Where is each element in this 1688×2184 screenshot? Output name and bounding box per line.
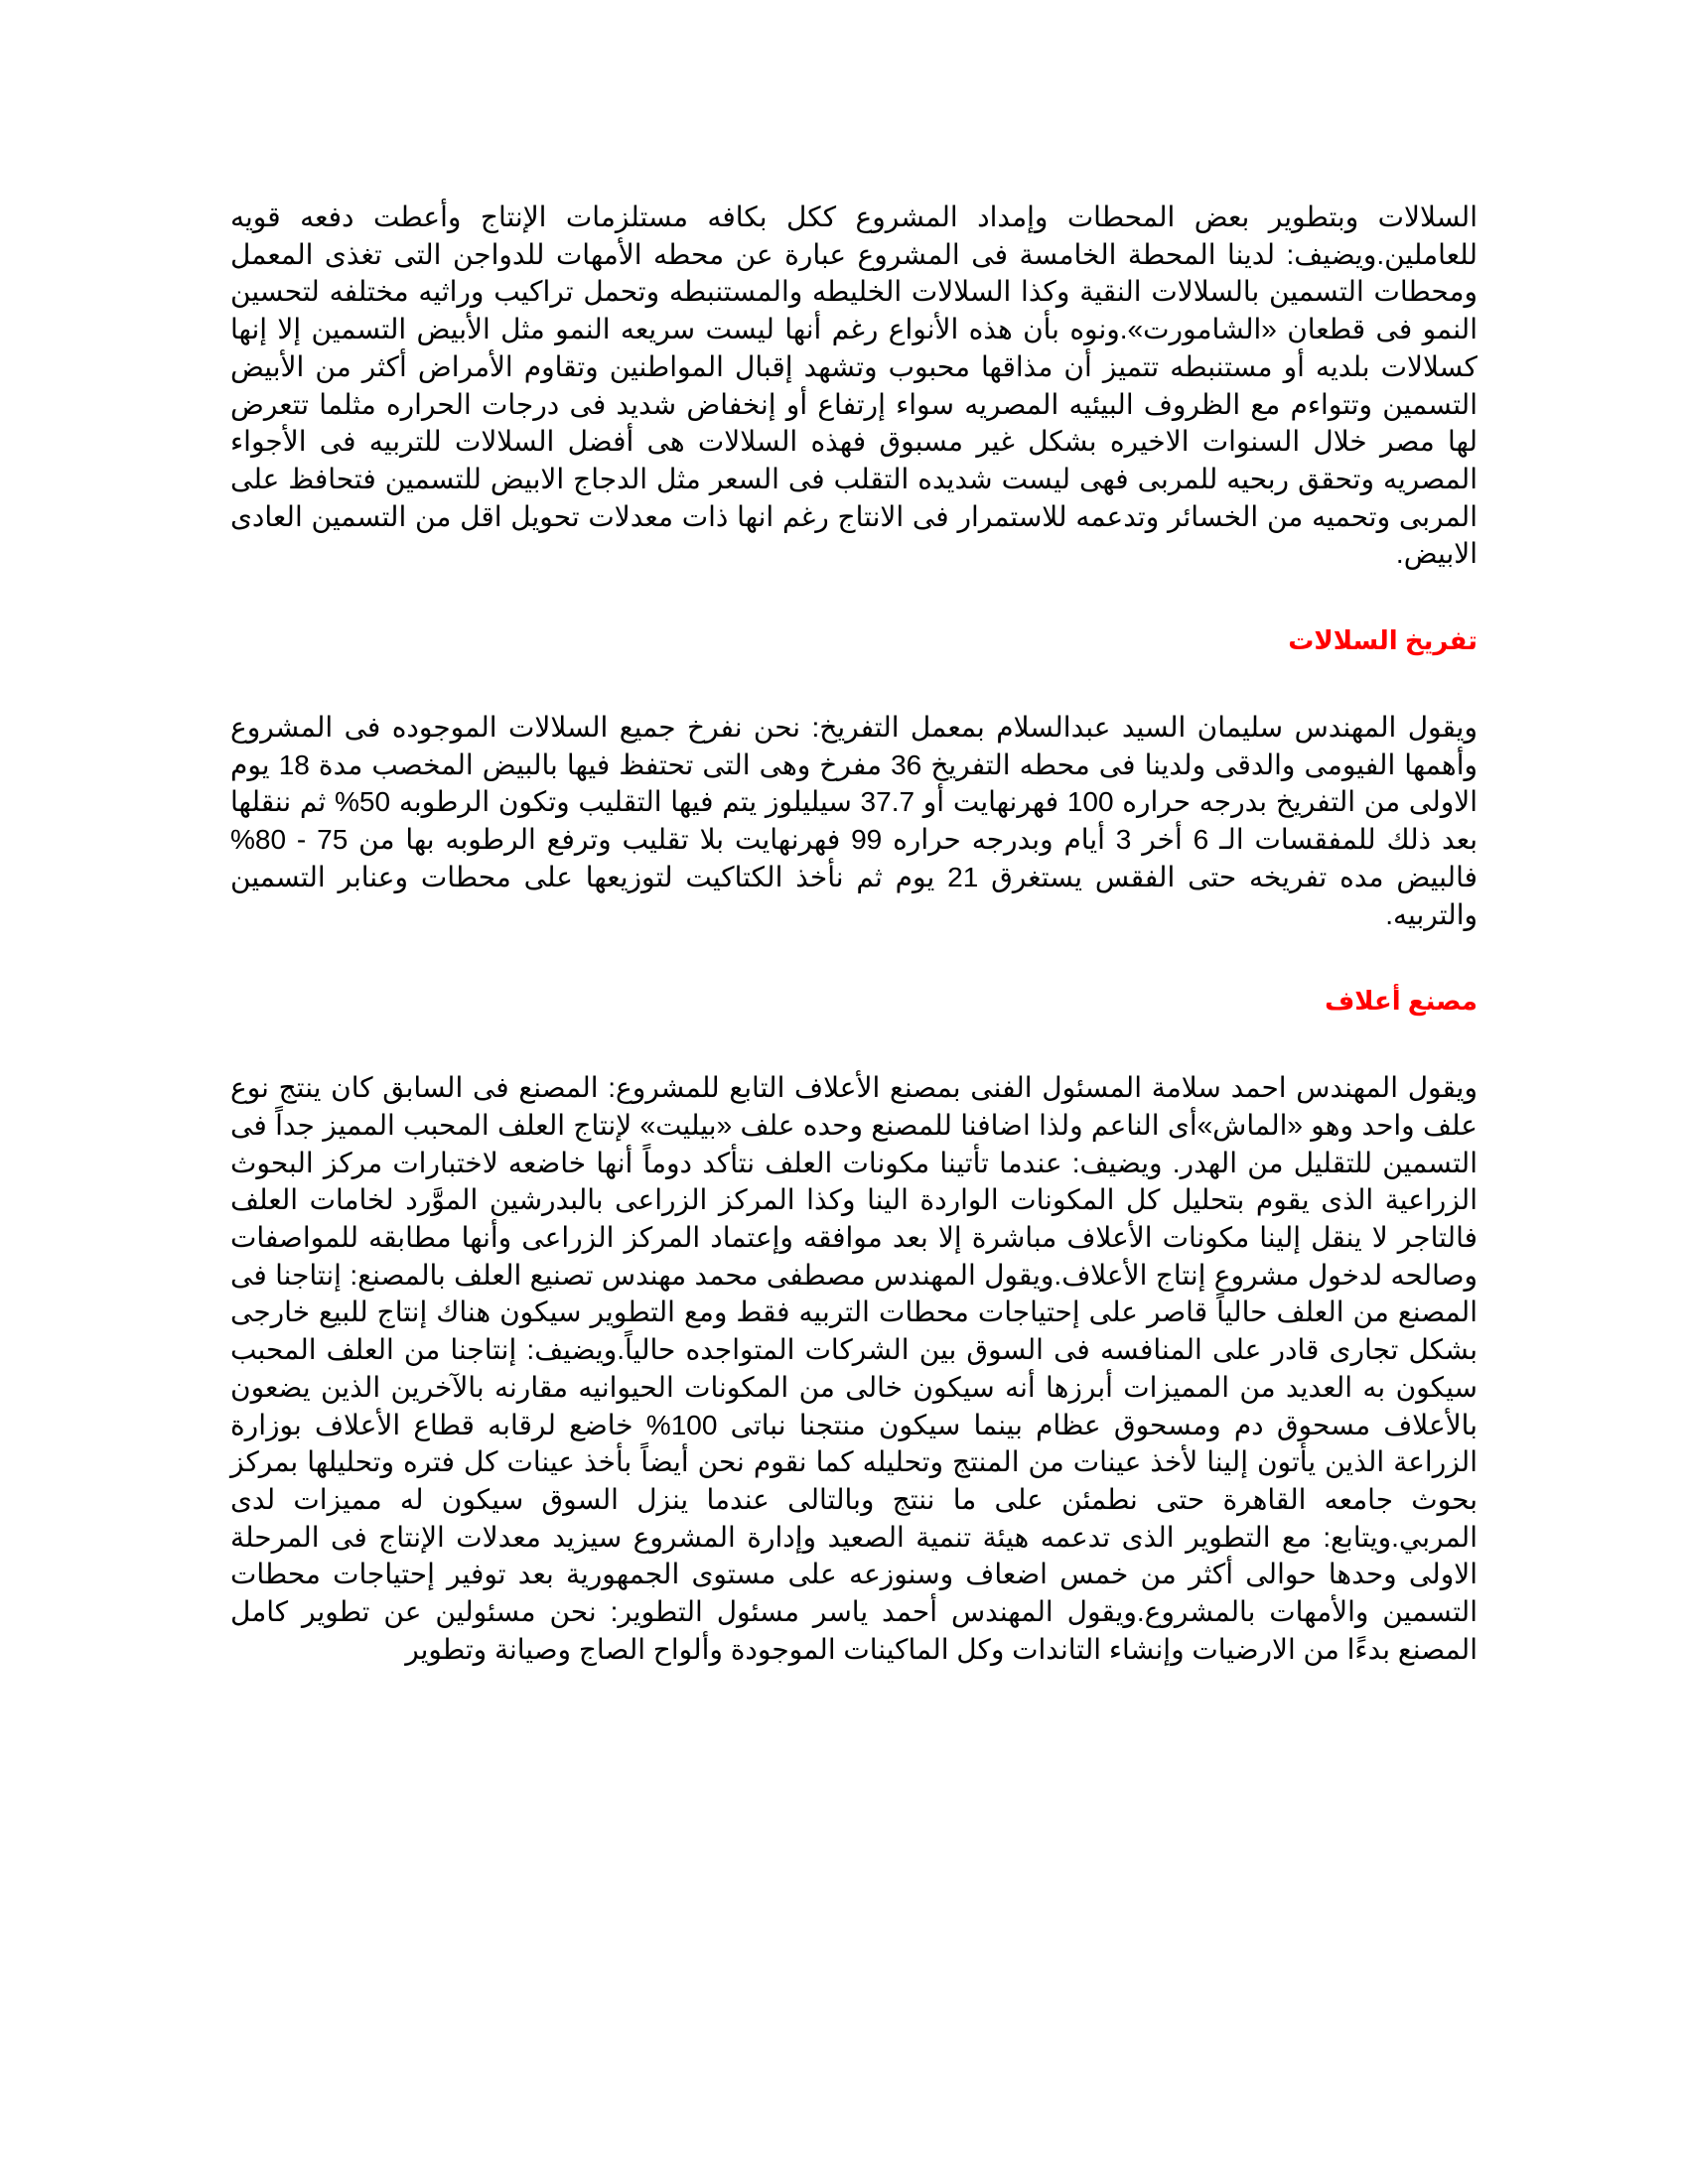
section-heading-feed-factory: مصنع أعلاف bbox=[1325, 986, 1477, 1017]
paragraph-lineage-development: السلالات وبتطوير بعض المحطات وإمداد المشروع ككل بكافه مستلزمات الإنتاج وأعطت دفعه قويه للعاملين.ويضيف: لدينا المحطة الخامسة فى المشروع عبارة عن محطه الأمهات للدواجن التى تغذى المعمل ومحطات التسمين بالسلالات النقية وكذا السلالات الخليطه والمستنبطه وتحمل تراكيب وراثيه مختلفه لتحسين النمو فى قطعان «الشامورت».ونوه بأن هذه الأنواع رغم أنها ليست سريعه النمو مثل الأبيض التسمين إلا إنها كسلالات بلديه أو مستنبطه تتميز أن مذاقها محبوب وتشهد إقبال المواطنين وتقاوم الأمراض أكثر من الأبيض التسمين وتتواءم مع الظروف البيئيه المصريه سواء إرتفاع أو إنخفاض شديد فى درجات الحراره مثلما تتعرض لها مصر خلال السنوات الاخيره بشكل غير مسبوق فهذه السلالات هى أفضل السلالات للتربيه فى الأجواء المصريه وتحقق ربحيه للمربى فهى ليست شديده التقلب فى السعر مثل الدجاج الابيض للتسمين فتحافظ على المربى وتحميه من الخسائر وتدعمه للاستمرار فى الانتاج رغم انها ذات معدلات تحويل اقل من التسمين العادى الابيض. bbox=[230, 202, 1477, 570]
paragraph-hatching: ويقول المهندس سليمان السيد عبدالسلام بمعمل التفريخ: نحن نفرخ جميع السلالات الموجوده فى المشروع وأهمها الفيومى والدقى ولدينا فى محطه التفريخ 36 مفرخ وهى التى تحتفظ فيها بالبيض المخصب مدة 18 يوم الاولى من التفريخ بدرجه حراره 100 فهرنهايت أو 37.7 سيليلوز يتم فيها التقليب وتكون الرطوبه 50% ثم ننقلها بعد ذلك للمفقسات الـ 6 أخر 3 أيام وبدرجه حراره 99 فهرنهايت بلا تقليب وترفع الرطوبه بها من 75 - 80% فالبيض مده تفريخه حتى الفقس يستغرق 21 يوم ثم نأخذ الكتاكيت لتوزيعها على محطات وعنابر التسمين والتربيه. bbox=[230, 712, 1478, 930]
document-page bbox=[230, 199, 1477, 1669]
paragraph-feed-factory: ويقول المهندس احمد سلامة المسئول الفنى بمصنع الأعلاف التابع للمشروع: المصنع فى السابق كان ينتج نوع علف واحد وهو «الماش»أى الناعم ولذا اضافنا للمصنع وحده علف «بيليت» لإنتاج العلف المحبب المميز جداً فى التسمين للتقليل من الهدر. ويضيف: عندما تأتينا مكونات العلف نتأكد دوماً أنها خاضعه لاختبارات مركز البحوث الزراعية الذى يقوم بتحليل كل المكونات الواردة الينا وكذا المركز الزراعى بالبدرشين الموَّرد لخامات العلف فالتاجر لا ينقل إلينا مكونات الأعلاف مباشرة إلا بعد موافقه وإعتماد المركز الزراعى وأنها مطابقه للمواصفات وصالحه لدخول مشروع إنتاج الأعلاف.ويقول المهندس مصطفى محمد مهندس تصنيع العلف بالمصنع: إنتاجنا فى المصنع من العلف حالياً قاصر على إحتياجات محطات التربيه فقط ومع التطوير سيكون هناك إنتاج للبيع خارجى بشكل تجارى قادر على المنافسه فى السوق بين الشركات المتواجده حالياً.ويضيف: إنتاجنا من العلف المحبب سيكون به العديد من المميزات أبرزها أنه سيكون خالى من المكونات الحيوانيه مقارنه بالآخرين الذين يضعون بالأعلاف مسحوق دم ومسحوق عظام بينما سيكون منتجنا نباتى 100% خاضع لرقابه قطاع الأعلاف بوزارة الزراعة الذين يأتون إلينا لأخذ عينات من المنتج وتحليله كما نقوم نحن أيضاً بأخذ عينات كل فتره وتحليلها بمركز بحوث جامعه القاهرة حتى نطمئن على ما ننتج وبالتالى عندما ينزل السوق سيكون له مميزات لدى المربي.ويتابع: مع التطوير الذى تدعمه هيئة تنمية الصعيد وإدارة المشروع سيزيد معدلات الإنتاج فى المرحلة الاولى وحدها حوالى أكثر من خمس اضعاف وسنوزعه على مستوى الجمهورية بعد توفير إحتياجات محطات التسمين والأمهات بالمشروع.ويقول المهندس أحمد ياسر مسئول التطوير: نحن مسئولين عن تطوير كامل المصنع بدءًا من الارضيات وإنشاء التاندات وكل الماكينات الموجودة وألواح الصاج وصيانة وتطوير bbox=[230, 1072, 1478, 1665]
section-heading-hatching: تفريخ السلالات bbox=[1288, 625, 1477, 656]
